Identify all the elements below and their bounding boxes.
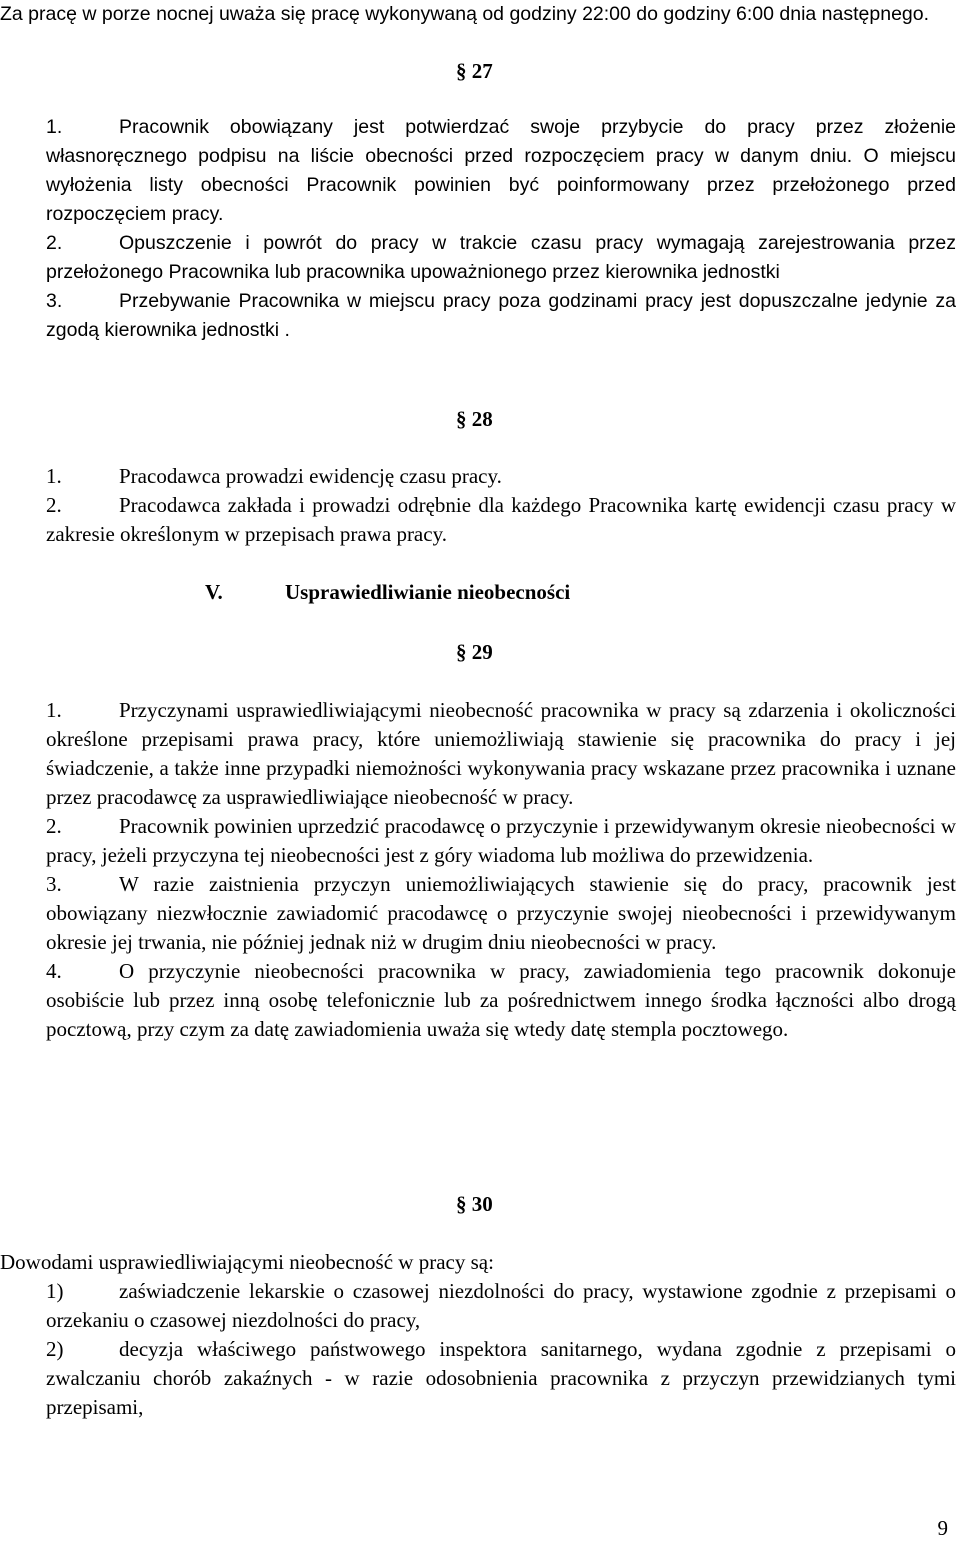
section-29-body bbox=[46, 696, 956, 1044]
section-27-paragraph-2 bbox=[46, 229, 956, 287]
paragraph-text: Pracodawca zakłada i prowadzi odrębnie dla każdego Pracownika kartę ewidencji czasu pracy w zakresie określonym w przepisach prawa pracy. bbox=[46, 493, 956, 546]
paragraph-number: 3. bbox=[46, 290, 63, 312]
paragraph-number: 2. bbox=[46, 814, 62, 838]
section-30-heading: § 30 bbox=[456, 1192, 493, 1216]
chapter-number: V. bbox=[205, 580, 223, 604]
paragraph-text: W razie zaistnienia przyczyn uniemożliwiających stawienie się do pracy, pracownik jest obowiązany niezwłocznie zawiadomić pracodawcę o przyczynie swojej nieobecności i przewidywanym okresie jej trwania, nie później jednak niż w drugim dniu nieobecności w pracy. bbox=[46, 872, 956, 954]
section-27-paragraph-3 bbox=[46, 287, 956, 345]
paragraph-text: Opuszczenie i powrót do pracy w trakcie czasu pracy wymagają zarejestrowania przez przełożonego Pracownika lub pracownika upoważnionego przez kierownika jednostki bbox=[46, 232, 956, 283]
chapter-heading bbox=[205, 578, 570, 607]
paragraph-text: Przyczynami usprawiedliwiającymi nieobecność pracownika w pracy są zdarzenia i okoliczności określone przepisami prawa pracy, które uniemożliwiają stawienie się pracownika do pracy i jej świadczenie, a także inne przypadki niemożności wykonywania pracy wskazane przez pracownika i uznane przez pracodawcę za usprawiedliwiające nieobecność w pracy. bbox=[46, 698, 956, 809]
section-28-paragraph-1 bbox=[46, 462, 956, 491]
section-29-paragraph-1 bbox=[46, 696, 956, 812]
night-work-paragraph bbox=[0, 0, 956, 29]
section-29-paragraph-3 bbox=[46, 870, 956, 957]
item-number: 2) bbox=[46, 1337, 64, 1361]
section-30-item-2 bbox=[46, 1335, 956, 1422]
paragraph-text: Pracodawca prowadzi ewidencję czasu pracy. bbox=[119, 464, 502, 488]
item-number: 1) bbox=[46, 1279, 64, 1303]
section-28-body bbox=[46, 462, 956, 549]
paragraph-text: O przyczynie nieobecności pracownika w pracy, zawiadomienia tego pracownik dokonuje osobiście lub przez inną osobę telefonicznie lub za pośrednictwem innego środka łączności albo drogą pocztową, przy czym za datę zawiadomienia uważa się wtedy datę stempla pocztowego. bbox=[46, 959, 956, 1041]
item-text: zaświadczenie lekarskie o czasowej niezdolności do pracy, wystawione zgodnie z przepisami o orzekaniu o czasowej niezdolności do pracy, bbox=[46, 1279, 956, 1332]
page-number: 9 bbox=[937, 1516, 948, 1540]
paragraph-number: 1. bbox=[46, 698, 62, 722]
paragraph-text: Pracownik powinien uprzedzić pracodawcę o przyczynie i przewidywanym okresie nieobecności w pracy, jeżeli przyczyna tej nieobecności jest z góry wiadoma lub możliwa do przewidzenia. bbox=[46, 814, 956, 867]
section-29-heading: § 29 bbox=[456, 640, 493, 664]
section-30-intro: Dowodami usprawiedliwiającymi nieobecność w pracy są: bbox=[0, 1250, 494, 1274]
paragraph-number: 2. bbox=[46, 232, 63, 254]
item-text: decyzja właściwego państwowego inspektora sanitarnego, wydana zgodnie z przepisami o zwalczaniu chorób zakaźnych - w razie odosobnienia pracownika z przyczyn przewidzianych tymi przepisami, bbox=[46, 1337, 956, 1419]
section-29-paragraph-2 bbox=[46, 812, 956, 870]
section-28-heading: § 28 bbox=[456, 407, 493, 431]
chapter-title: Usprawiedliwianie nieobecności bbox=[285, 580, 571, 604]
paragraph-text: Pracownik obowiązany jest potwierdzać swoje przybycie do pracy przez złożenie własnoręcznego podpisu na liście obecności przed rozpoczęciem pracy w danym dniu. O miejscu wyłożenia listy obecności Pracownik powinien być poinformowany przez przełożonego przed rozpoczęciem pracy. bbox=[46, 116, 956, 225]
section-30-list bbox=[46, 1277, 956, 1422]
paragraph-number: 4. bbox=[46, 959, 62, 983]
section-28-paragraph-2 bbox=[46, 491, 956, 549]
section-27-paragraph-1 bbox=[46, 113, 956, 229]
paragraph-number: 1. bbox=[46, 464, 62, 488]
paragraph-number: 3. bbox=[46, 872, 62, 896]
paragraph-number: 1. bbox=[46, 116, 63, 138]
section-27-body bbox=[46, 113, 956, 345]
paragraph-text: Przebywanie Pracownika w miejscu pracy poza godzinami pracy jest dopuszczalne jedynie za zgodą kierownika jednostki . bbox=[46, 290, 956, 341]
section-30-item-1 bbox=[46, 1277, 956, 1335]
paragraph-number: 2. bbox=[46, 493, 62, 517]
night-work-text: Za pracę w porze nocnej uważa się pracę wykonywaną od godziny 22:00 do godziny 6:00 dnia następnego. bbox=[0, 3, 930, 25]
section-29-paragraph-4 bbox=[46, 957, 956, 1044]
section-27-heading: § 27 bbox=[456, 59, 493, 83]
